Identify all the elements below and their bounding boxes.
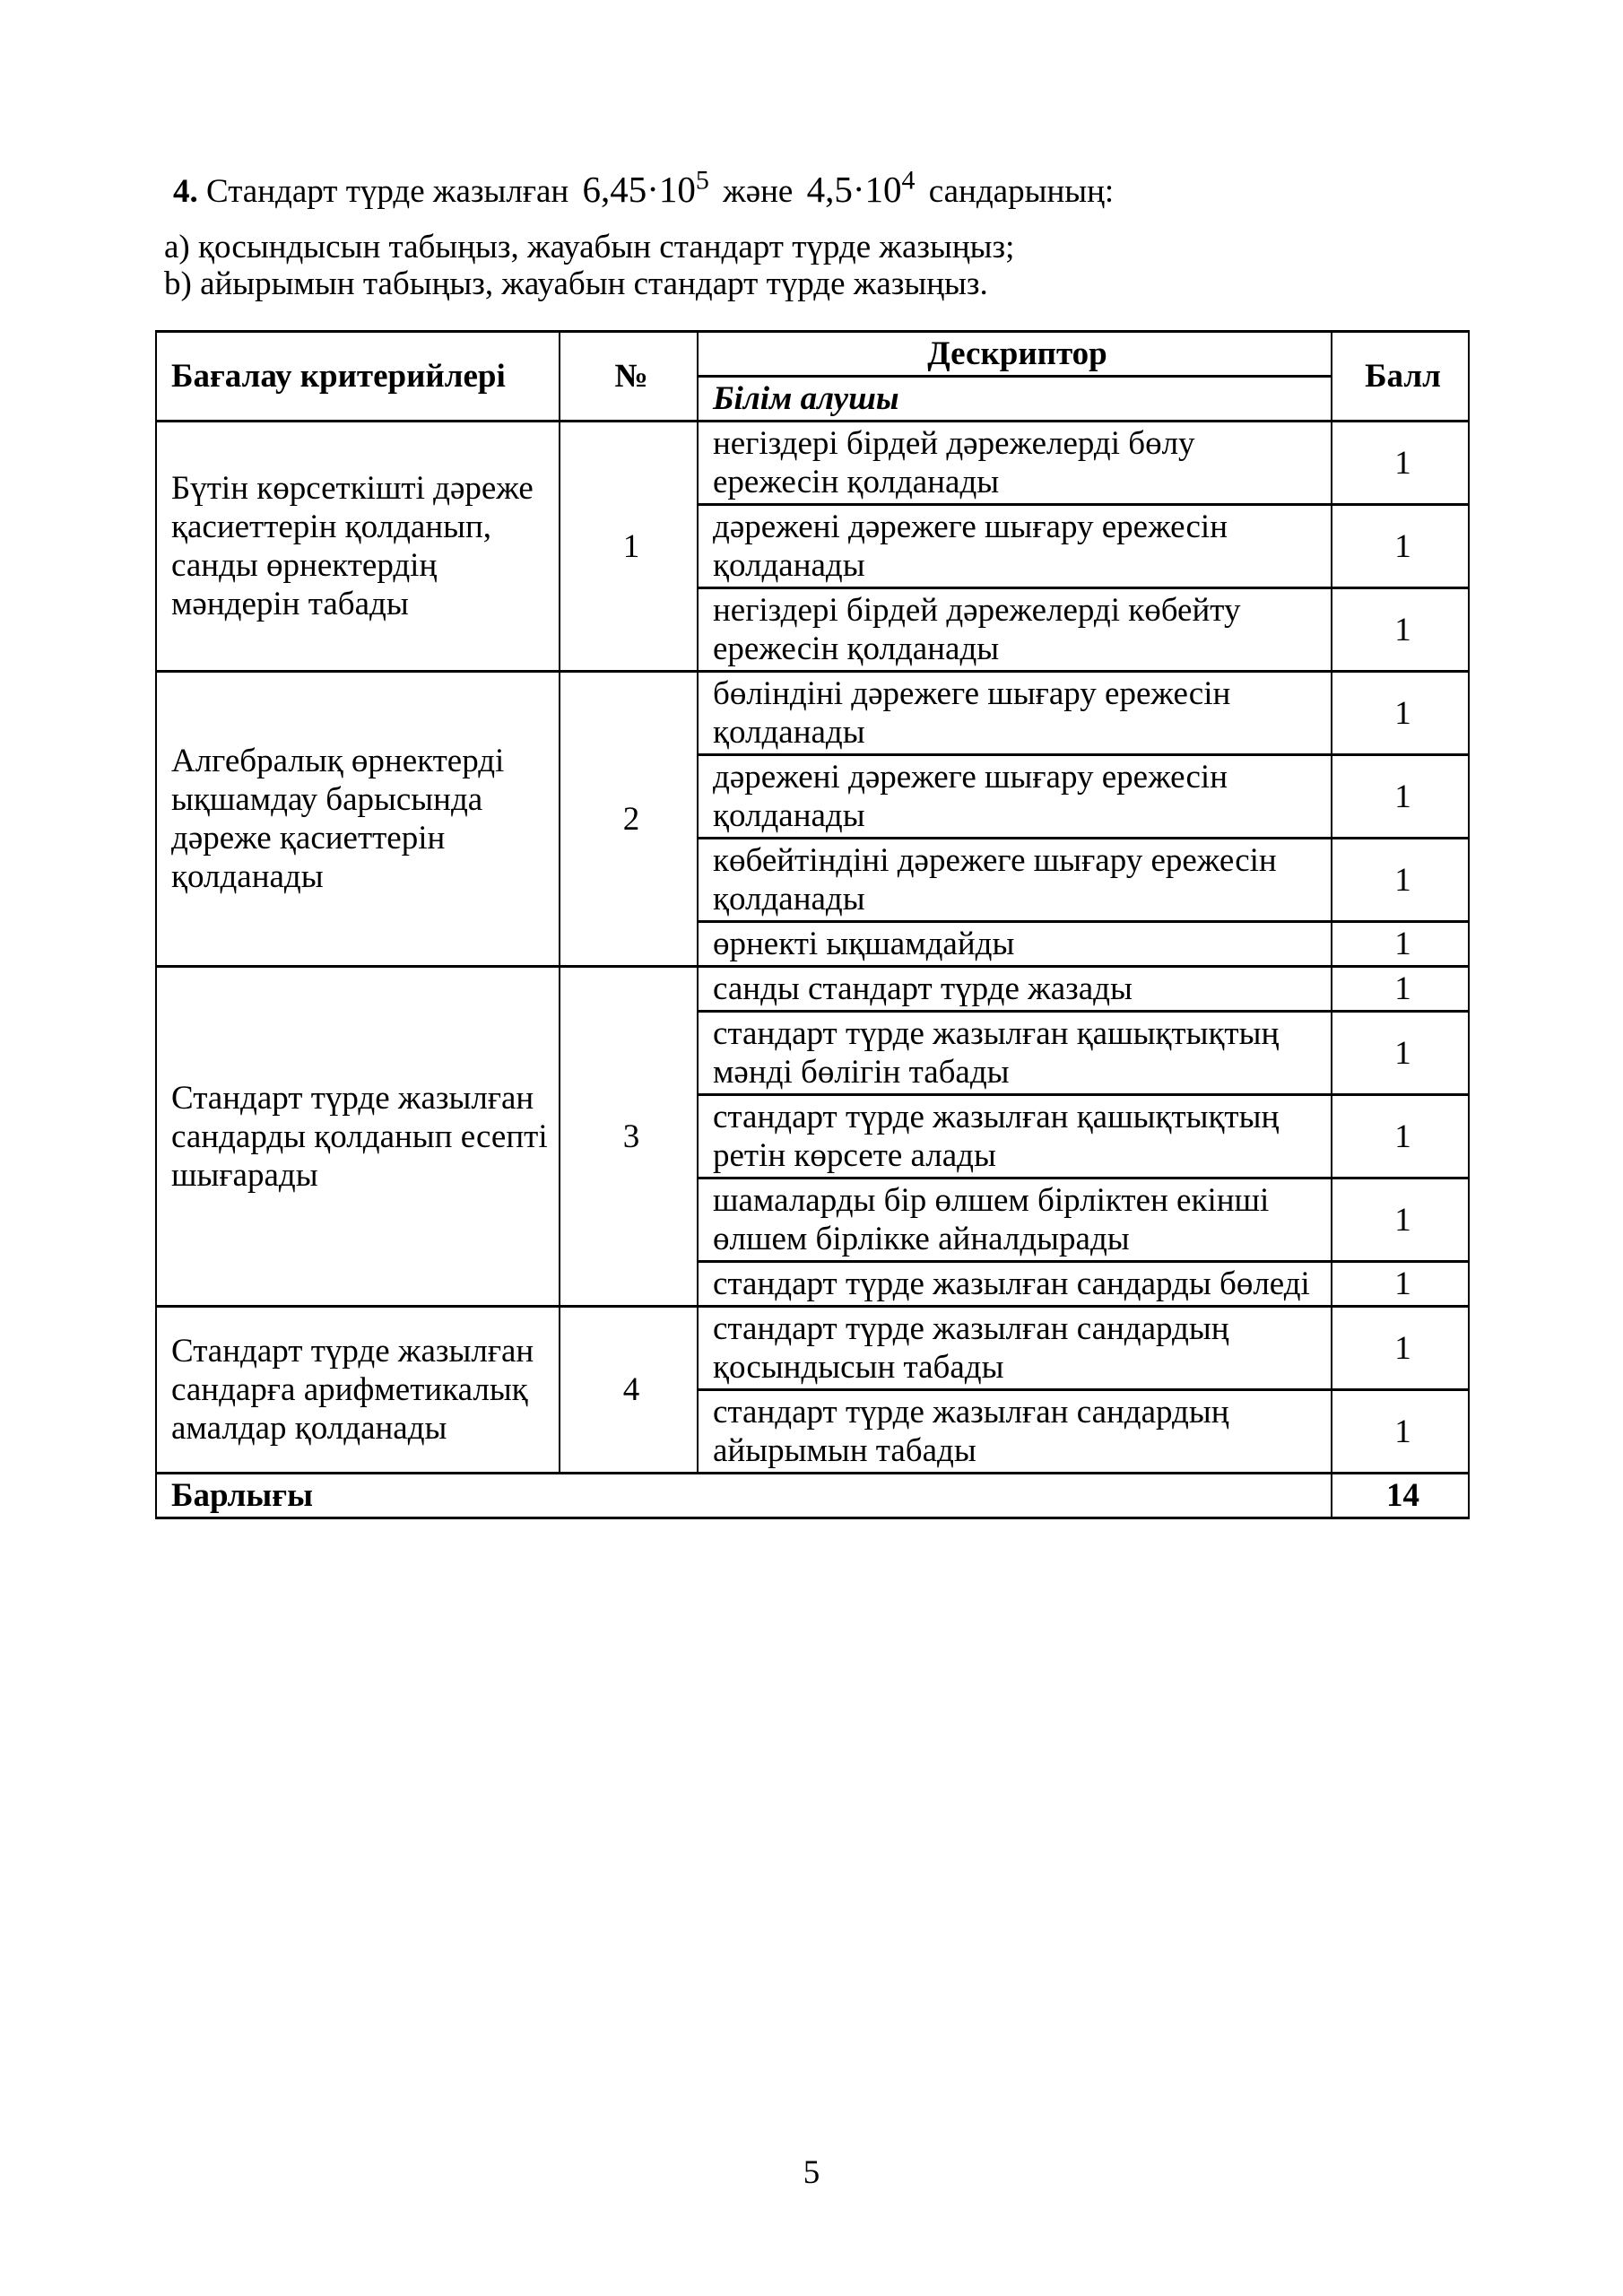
number-cell-2: 2: [560, 672, 698, 967]
descriptor-cell: көбейтіндіні дәрежеге шығару ережесін қолданады: [698, 839, 1332, 922]
descriptor-cell: дәрежені дәрежеге шығару ережесін қолданады: [698, 755, 1332, 839]
number-cell-1: 1: [560, 422, 698, 672]
task-item-b-text: айырымын табыңыз, жауабын стандарт түрде жазыңыз.: [200, 265, 988, 302]
total-label: Барлығы: [156, 1474, 1332, 1518]
task-title-line: [173, 167, 1464, 214]
descriptor-cell: шамаларды бір өлшем бірліктен екінші өлшем бірлікке айналдырады: [698, 1178, 1332, 1262]
total-row: [156, 1474, 1469, 1518]
number-formula-1: $6,45\cdot 10^5$: [582, 165, 709, 210]
header-descriptor: Дескриптор: [698, 332, 1332, 377]
task-intro: [164, 167, 1464, 302]
header-score: Балл: [1332, 332, 1469, 422]
exponent-2: 4: [901, 165, 916, 196]
task-item-a-text: қосындысын табыңыз, жауабын стандарт түрде жазыңыз;: [198, 229, 1015, 265]
criterion-cell-3: Стандарт түрде жазылған сандарды қолданып есепті шығарады: [156, 967, 560, 1307]
descriptor-cell: стандарт түрде жазылған қашықтықтың ретін көрсете алады: [698, 1095, 1332, 1178]
descriptor-cell: стандарт түрде жазылған сандардың айырымын табады: [698, 1390, 1332, 1474]
criterion-cell-1: Бүтін көрсеткішті дәреже қасиеттерін қолданып, санды өрнектердің мәндерін табады: [156, 422, 560, 672]
header-criteria: Бағалау критерийлері: [156, 332, 560, 422]
total-score: 14: [1332, 1474, 1469, 1518]
descriptor-cell: өрнекті ықшамдайды: [698, 922, 1332, 967]
header-number: №: [560, 332, 698, 422]
score-cell: 1: [1332, 922, 1469, 967]
score-cell: 1: [1332, 839, 1469, 922]
number-cell-3: 3: [560, 967, 698, 1307]
descriptor-cell: стандарт түрде жазылған қашықтықтың мәнді бөлігін табады: [698, 1012, 1332, 1095]
score-cell: 1: [1332, 672, 1469, 755]
descriptor-cell: стандарт түрде жазылған сандардың қосындысын табады: [698, 1307, 1332, 1390]
score-cell: 1: [1332, 422, 1469, 505]
score-cell: 1: [1332, 755, 1469, 839]
task-number: 4.: [173, 173, 198, 210]
descriptor-cell: бөліндіні дәрежеге шығару ережесін қолданады: [698, 672, 1332, 755]
header-subheader: Білім алушы: [698, 377, 1332, 422]
number-formula-2: $4,5\cdot 10^4$: [806, 165, 916, 210]
task-item-b: [164, 265, 1464, 302]
table-row: [156, 672, 1469, 755]
task-item-a: [164, 229, 1464, 265]
score-cell: 1: [1332, 967, 1469, 1012]
page-number: 5: [803, 2154, 820, 2191]
criterion-cell-2: Алгебралық өрнектерді ықшамдау барысында дәреже қасиеттерін қолданады: [156, 672, 560, 967]
table-row: [156, 967, 1469, 1012]
criterion-cell-4: Стандарт түрде жазылған сандарға арифметикалық амалдар қолданады: [156, 1307, 560, 1474]
task-item-a-label: a): [164, 229, 190, 265]
task-item-b-label: b): [164, 265, 192, 302]
descriptor-cell: санды стандарт түрде жазады: [698, 967, 1332, 1012]
descriptor-cell: негіздері бірдей дәрежелерді көбейту ережесін қолданады: [698, 588, 1332, 672]
table-header-row: [156, 332, 1469, 377]
task-intro-after: сандарының:: [928, 173, 1115, 210]
table-row: [156, 422, 1469, 505]
score-cell: 1: [1332, 505, 1469, 588]
descriptor-cell: негіздері бірдей дәрежелерді бөлу ережесін қолданады: [698, 422, 1332, 505]
score-cell: 1: [1332, 1012, 1469, 1095]
task-intro-before: Стандарт түрде жазылған: [206, 173, 569, 210]
score-cell: 1: [1332, 1307, 1469, 1390]
score-cell: 1: [1332, 1178, 1469, 1262]
table-row: [156, 1307, 1469, 1390]
descriptor-cell: дәрежені дәрежеге шығару ережесін қолданады: [698, 505, 1332, 588]
descriptor-cell: стандарт түрде жазылған сандарды бөледі: [698, 1262, 1332, 1307]
score-cell: 1: [1332, 588, 1469, 672]
number-cell-4: 4: [560, 1307, 698, 1474]
exponent-1: 5: [695, 165, 709, 196]
assessment-rubric-table: [155, 330, 1470, 1519]
score-cell: 1: [1332, 1095, 1469, 1178]
score-cell: 1: [1332, 1262, 1469, 1307]
score-cell: 1: [1332, 1390, 1469, 1474]
task-conjunction: және: [723, 173, 794, 210]
